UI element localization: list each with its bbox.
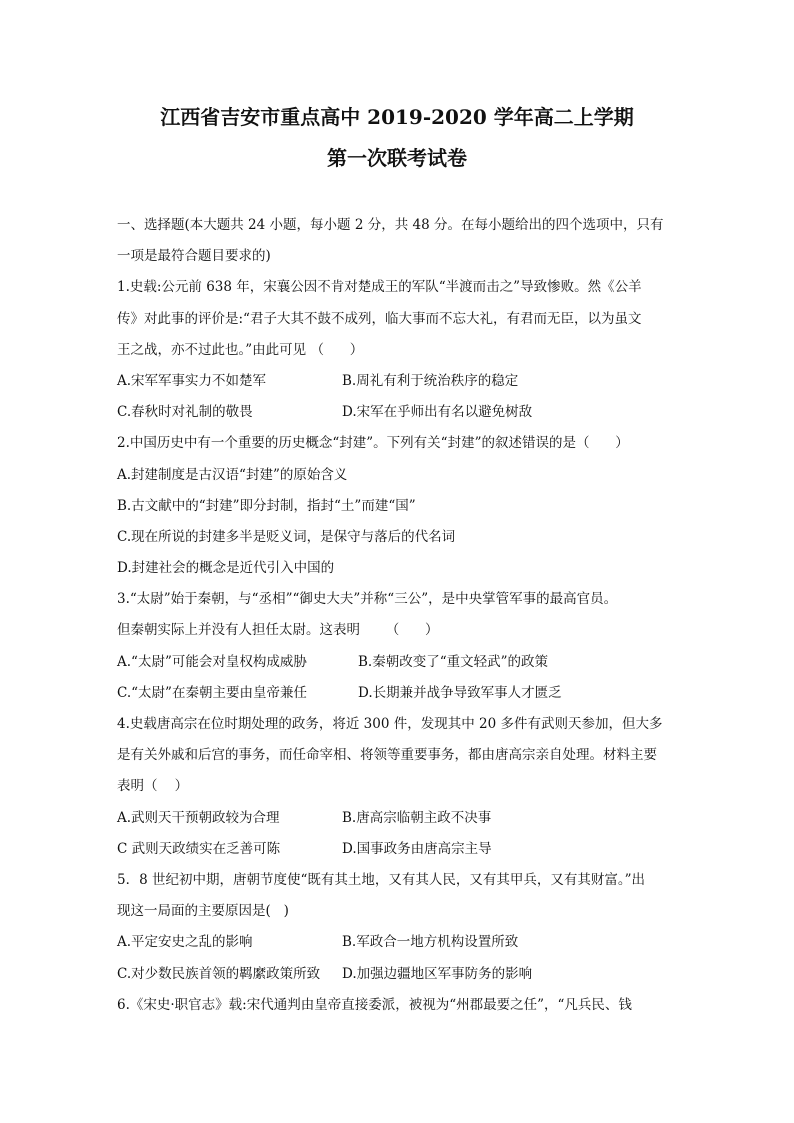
exam-body	[117, 210, 682, 1021]
question-stem-line: 6.《宋史·职官志》载:宋代通判由皇帝直接委派，被视为“州郡最要之任”，“凡兵民、钱	[117, 996, 632, 1013]
question-stem-line: 5．8 世纪初中期，唐朝节度使“既有其土地，又有其人民，又有其甲兵，又有其财富。”出	[117, 871, 646, 888]
question-stem-line: 是有关外戚和后宫的事务，而任命宰相、将领等重要事务，都由唐高宗亲自处理。材料主要	[117, 747, 657, 764]
question-stem-line: 王之战，亦不过此也。”由此可见 （ ）	[117, 341, 364, 358]
question-4	[117, 709, 682, 865]
option-d: D.国事政务由唐高宗主导	[342, 840, 492, 857]
option-a: A.封建制度是古汉语“封建”的原始含义	[117, 466, 348, 483]
option-row	[117, 803, 682, 834]
option-d: D.封建社会的概念是近代引入中国的	[117, 560, 335, 577]
option-row	[117, 397, 682, 428]
option-c: C.现在所说的封建多半是贬义词，是保守与落后的代名词	[117, 528, 456, 545]
question-stem-line: 现这一局面的主要原因是( )	[117, 903, 289, 920]
option-row	[117, 959, 682, 990]
option-a: A.平定安史之乱的影响	[117, 934, 253, 951]
option-c: C.“太尉”在秦朝主要由皇帝兼任	[117, 684, 307, 701]
option-b: B.周礼有利于统治秩序的稳定	[342, 372, 519, 389]
question-stem-line: 3.“太尉”始于秦朝，与“丞相”“御史大夫”并称“三公”，是中央掌管军事的最高官员。	[117, 591, 618, 608]
option-b: B.秦朝改变了“重文轻武”的政策	[358, 653, 549, 670]
option-c: C 武则天政绩实在乏善可陈	[117, 840, 281, 857]
question-stem-line: 2.中国历史中有一个重要的历史概念“封建”。下列有关“封建”的叙述错误的是（ ）	[117, 435, 629, 452]
option-d: D.长期兼并战争导致军事人才匮乏	[358, 684, 562, 701]
instruction-line: 一、选择题(本大题共 24 小题，每小题 2 分，共 48 分。在每小题给出的四个选项中，只有	[117, 217, 664, 233]
question-stem-line: 4.史载唐高宗在位时期处理的政务，将近 300 件，发现其中 20 多件有武则天参加，但大多	[117, 716, 663, 732]
instruction-line: 一项是最符合题目要求的)	[117, 248, 271, 265]
option-c: C.对少数民族首领的羁縻政策所致	[117, 965, 321, 982]
option-b: B.唐高宗临朝主政不决事	[342, 809, 492, 826]
option-b: B.军政合一地方机构设置所致	[342, 934, 519, 951]
question-stem-line: 1.史载:公元前 638 年，宋襄公因不肯对楚成王的军队“半渡而击之”导致惨败。然《公羊	[117, 279, 642, 296]
option-a: A.武则天干预朝政较为合理	[117, 809, 280, 826]
option-row	[117, 927, 682, 958]
option-row	[117, 647, 682, 678]
question-stem-line: 传》对此事的评价是:“君子大其不鼓不成列，临大事而不忘大礼，有君而无臣，以为虽文	[117, 310, 642, 327]
option-a: A.宋军军事实力不如楚军	[117, 372, 267, 389]
option-a: A.“太尉”可能会对皇权构成威胁	[117, 653, 307, 670]
question-1	[117, 272, 682, 428]
question-3	[117, 584, 682, 709]
question-2	[117, 428, 682, 584]
exam-title: 江西省吉安市重点高中 2019-2020 学年高二上学期	[160, 105, 634, 129]
option-d: D.宋军在乎师出有名以避免树敌	[342, 404, 533, 421]
question-6	[117, 990, 682, 1021]
question-stem-line: 表明（ ）	[117, 778, 189, 795]
section-instructions	[117, 210, 682, 272]
option-row	[117, 678, 682, 709]
question-5	[117, 865, 682, 990]
option-row	[117, 834, 682, 865]
option-d: D.加强边疆地区军事防务的影响	[342, 965, 533, 982]
question-stem-line: 但秦朝实际上并没有人担任太尉。这表明 （ ）	[117, 622, 439, 639]
option-b: B.古文献中的“封建”即分封制，指封“土”而建“国”	[117, 497, 416, 514]
exam-subtitle: 第一次联考试卷	[327, 146, 467, 170]
option-c: C.春秋时对礼制的敬畏	[117, 404, 253, 421]
option-row	[117, 366, 682, 397]
